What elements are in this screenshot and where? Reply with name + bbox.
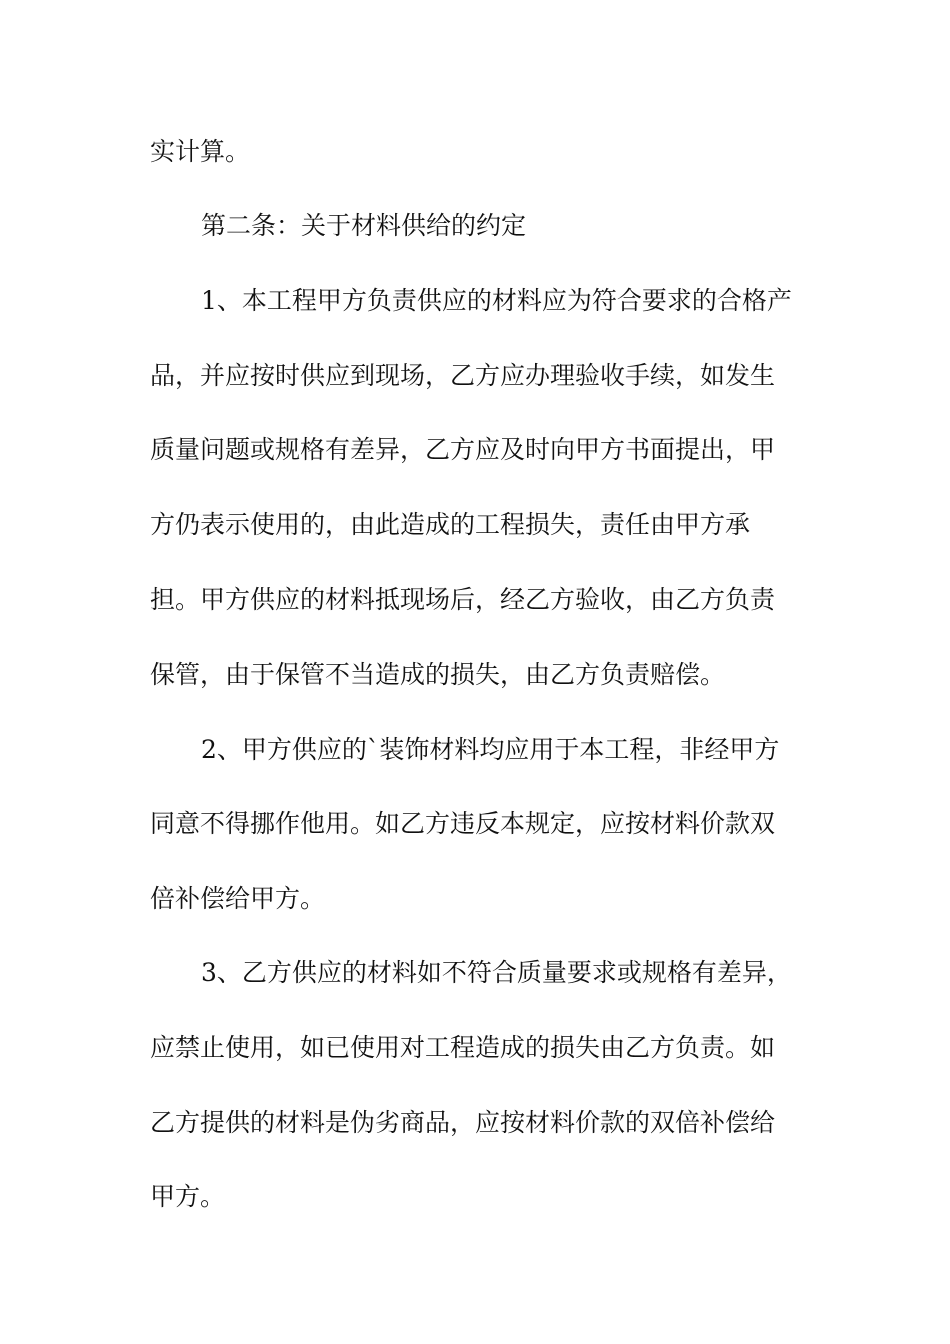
text-line: 1、本工程甲方负责供应的材料应为符合要求的合格产 [201,286,792,315]
text-line: 甲方。 [150,1182,226,1211]
text-line: 实计算。 [150,137,251,166]
text-line: 保管，由于保管不当造成的损失，由乙方负责赔偿。 [150,660,726,689]
text-line: 2、甲方供应的`装饰材料均应用于本工程，非经甲方 [201,735,780,764]
text-line: 担。甲方供应的材料抵现场后，经乙方验收，由乙方负责 [150,585,776,614]
section-heading: 第二条：关于材料供给的约定 [201,211,527,240]
text-line: 同意不得挪作他用。如乙方违反本规定，应按材料价款双 [150,809,776,838]
text-line: 方仍表示使用的，由此造成的工程损失，责任由甲方承 [150,510,751,539]
text-line: 3、乙方供应的材料如不符合质量要求或规格有差异， [201,958,792,987]
text-line: 品，并应按时供应到现场，乙方应办理验收手续，如发生 [150,361,776,390]
text-line: 应禁止使用，如已使用对工程造成的损失由乙方负责。如 [150,1033,776,1062]
text-line: 乙方提供的材料是伪劣商品，应按材料价款的双倍补偿给 [150,1108,776,1137]
text-line: 质量问题或规格有差异，乙方应及时向甲方书面提出，甲 [150,435,776,464]
text-line: 倍补偿给甲方。 [150,884,326,913]
